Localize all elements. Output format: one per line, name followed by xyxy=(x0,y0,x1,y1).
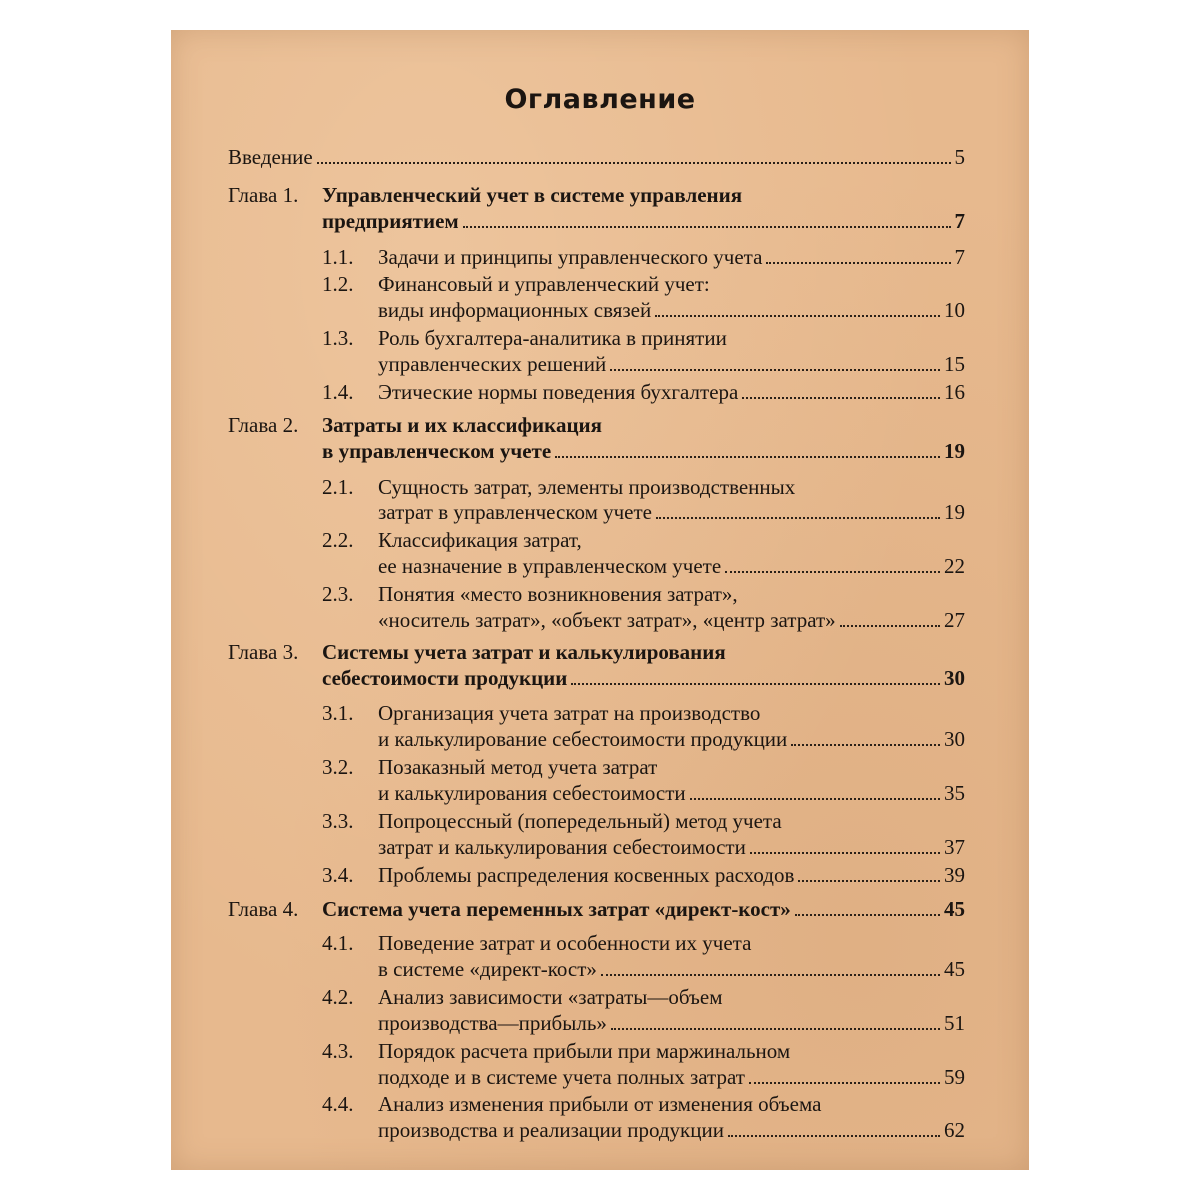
section-title: Классификация затрат, xyxy=(378,528,582,552)
leader-dots xyxy=(601,974,940,976)
toc-entry xyxy=(0,860,1200,890)
section-title: Организация учета затрат на производство xyxy=(378,701,761,725)
section-title: управленческих решений xyxy=(378,352,607,376)
toc-entry-cont xyxy=(0,832,1200,862)
section-title: и калькулирование себестоимости продукции xyxy=(378,727,788,751)
toc-page-number: 5 xyxy=(954,145,965,169)
section-title: Порядок расчета прибыли при маржинальном xyxy=(378,1039,791,1063)
section-title: производства—прибыль» xyxy=(378,1011,607,1035)
toc-entry-cont xyxy=(0,1008,1200,1038)
section-number: 4.1. xyxy=(322,931,354,955)
section-number: 1.3. xyxy=(322,326,354,350)
toc-entry-cont xyxy=(0,497,1200,527)
toc-page-number: 30 xyxy=(944,666,965,690)
toc-page-number: 19 xyxy=(944,439,965,463)
chapter-title-line: Системы учета затрат и калькулирования xyxy=(322,640,726,664)
toc-entry-cont xyxy=(0,724,1200,754)
toc-entry-cont xyxy=(0,1115,1200,1145)
leader-dots xyxy=(656,517,940,519)
toc-page-number: 7 xyxy=(954,245,965,269)
chapter-label: Глава 4. xyxy=(228,897,299,921)
toc-entry-cont xyxy=(0,778,1200,808)
section-title: затрат в управленческом учете xyxy=(378,500,652,524)
section-title: Поведение затрат и особенности их учета xyxy=(378,931,752,955)
leader-dots xyxy=(798,880,940,882)
section-number: 2.2. xyxy=(322,528,354,552)
toc-page-number: 10 xyxy=(944,298,965,322)
section-number: 3.1. xyxy=(322,701,354,725)
section-number: 1.2. xyxy=(322,272,354,296)
toc-page-number: 22 xyxy=(944,554,965,578)
section-title: Понятия «место возникновения затрат», xyxy=(378,582,738,606)
chapter-title-line: в управленческом учете xyxy=(322,439,552,463)
leader-dots xyxy=(690,798,940,800)
chapter-heading-end xyxy=(0,663,1200,693)
section-title: Анализ зависимости «затраты—объем xyxy=(378,985,723,1009)
section-title: производства и реализации продукции xyxy=(378,1118,724,1142)
toc-entry-title: Введение xyxy=(228,145,313,169)
section-number: 2.1. xyxy=(322,475,354,499)
chapter-heading-end xyxy=(0,206,1200,236)
toc-page-number: 37 xyxy=(944,835,965,859)
chapter-heading xyxy=(0,894,1200,924)
leader-dots xyxy=(555,456,940,458)
chapter-label: Глава 2. xyxy=(228,413,299,437)
section-title: Анализ изменения прибыли от изменения объема xyxy=(378,1092,822,1116)
toc-page-number: 27 xyxy=(944,608,965,632)
toc-entry xyxy=(0,242,1200,272)
toc-entry-cont xyxy=(0,1062,1200,1092)
section-title: и калькулирования себестоимости xyxy=(378,781,686,805)
toc-entry-cont xyxy=(0,551,1200,581)
section-title: ее назначение в управленческом учете xyxy=(378,554,722,578)
chapter-heading-end xyxy=(0,436,1200,466)
chapter-label: Глава 3. xyxy=(228,640,299,664)
section-number: 3.2. xyxy=(322,755,354,779)
chapter-title-line: Система учета переменных затрат «директ-кост» xyxy=(322,897,791,921)
leader-dots xyxy=(791,744,940,746)
toc-page-number: 15 xyxy=(944,352,965,376)
section-title: Попроцессный (попередельный) метод учета xyxy=(378,809,782,833)
section-title: Проблемы распределения косвенных расходов xyxy=(378,863,795,887)
toc-page-number: 62 xyxy=(944,1118,965,1142)
toc-entry-cont xyxy=(0,349,1200,379)
leader-dots xyxy=(742,397,940,399)
section-title: виды информационных связей xyxy=(378,298,652,322)
toc-page-number: 59 xyxy=(944,1065,965,1089)
leader-dots xyxy=(766,262,950,264)
section-title: подходе и в системе учета полных затрат xyxy=(378,1065,745,1089)
section-number: 1.1. xyxy=(322,245,354,269)
leader-dots xyxy=(463,226,951,228)
toc-page-number: 51 xyxy=(944,1011,965,1035)
chapter-title-line: предприятием xyxy=(322,209,459,233)
chapter-title-line: Затраты и их классификация xyxy=(322,413,603,437)
section-title: в системе «директ-кост» xyxy=(378,957,597,981)
toc-page-number: 7 xyxy=(954,209,965,233)
toc-page-number: 45 xyxy=(944,897,965,921)
leader-dots xyxy=(571,683,940,685)
toc-page-number: 39 xyxy=(944,863,965,887)
toc-entry-cont xyxy=(0,605,1200,635)
section-title: Финансовый и управленческий учет: xyxy=(378,272,710,296)
toc-entry xyxy=(0,377,1200,407)
leader-dots xyxy=(749,1082,940,1084)
toc-page-number: 19 xyxy=(944,500,965,524)
section-number: 4.2. xyxy=(322,985,354,1009)
section-title: Роль бухгалтера-аналитика в принятии xyxy=(378,326,727,350)
section-number: 3.4. xyxy=(322,863,354,887)
section-number: 1.4. xyxy=(322,380,354,404)
section-number: 4.3. xyxy=(322,1039,354,1063)
section-title: «носитель затрат», «объект затрат», «центр затрат» xyxy=(378,608,836,632)
chapter-title-line: себестоимости продукции xyxy=(322,666,568,690)
leader-dots xyxy=(795,914,940,916)
chapter-label: Глава 1. xyxy=(228,183,299,207)
chapter-title-line: Управленческий учет в системе управления xyxy=(322,183,743,207)
leader-dots xyxy=(840,625,940,627)
leader-dots xyxy=(611,1028,940,1030)
leader-dots xyxy=(750,852,940,854)
leader-dots xyxy=(728,1135,940,1137)
toc-entry-cont xyxy=(0,295,1200,325)
toc-entry-cont xyxy=(0,954,1200,984)
section-title: Этические нормы поведения бухгалтера xyxy=(378,380,739,404)
section-number: 4.4. xyxy=(322,1092,354,1116)
leader-dots xyxy=(317,162,951,164)
section-title: Задачи и принципы управленческого учета xyxy=(378,245,763,269)
toc-page-number: 30 xyxy=(944,727,965,751)
toc-page-number: 16 xyxy=(944,380,965,404)
page-title: Оглавление xyxy=(504,84,696,115)
toc-page-number: 45 xyxy=(944,957,965,981)
toc-entry-intro xyxy=(0,142,1200,172)
section-title: Позаказный метод учета затрат xyxy=(378,755,658,779)
section-title: затрат и калькулирования себестоимости xyxy=(378,835,746,859)
section-number: 2.3. xyxy=(322,582,354,606)
toc-page-number: 35 xyxy=(944,781,965,805)
leader-dots xyxy=(725,571,940,573)
section-title: Сущность затрат, элементы производственных xyxy=(378,475,796,499)
leader-dots xyxy=(610,369,940,371)
section-number: 3.3. xyxy=(322,809,354,833)
leader-dots xyxy=(655,315,940,317)
